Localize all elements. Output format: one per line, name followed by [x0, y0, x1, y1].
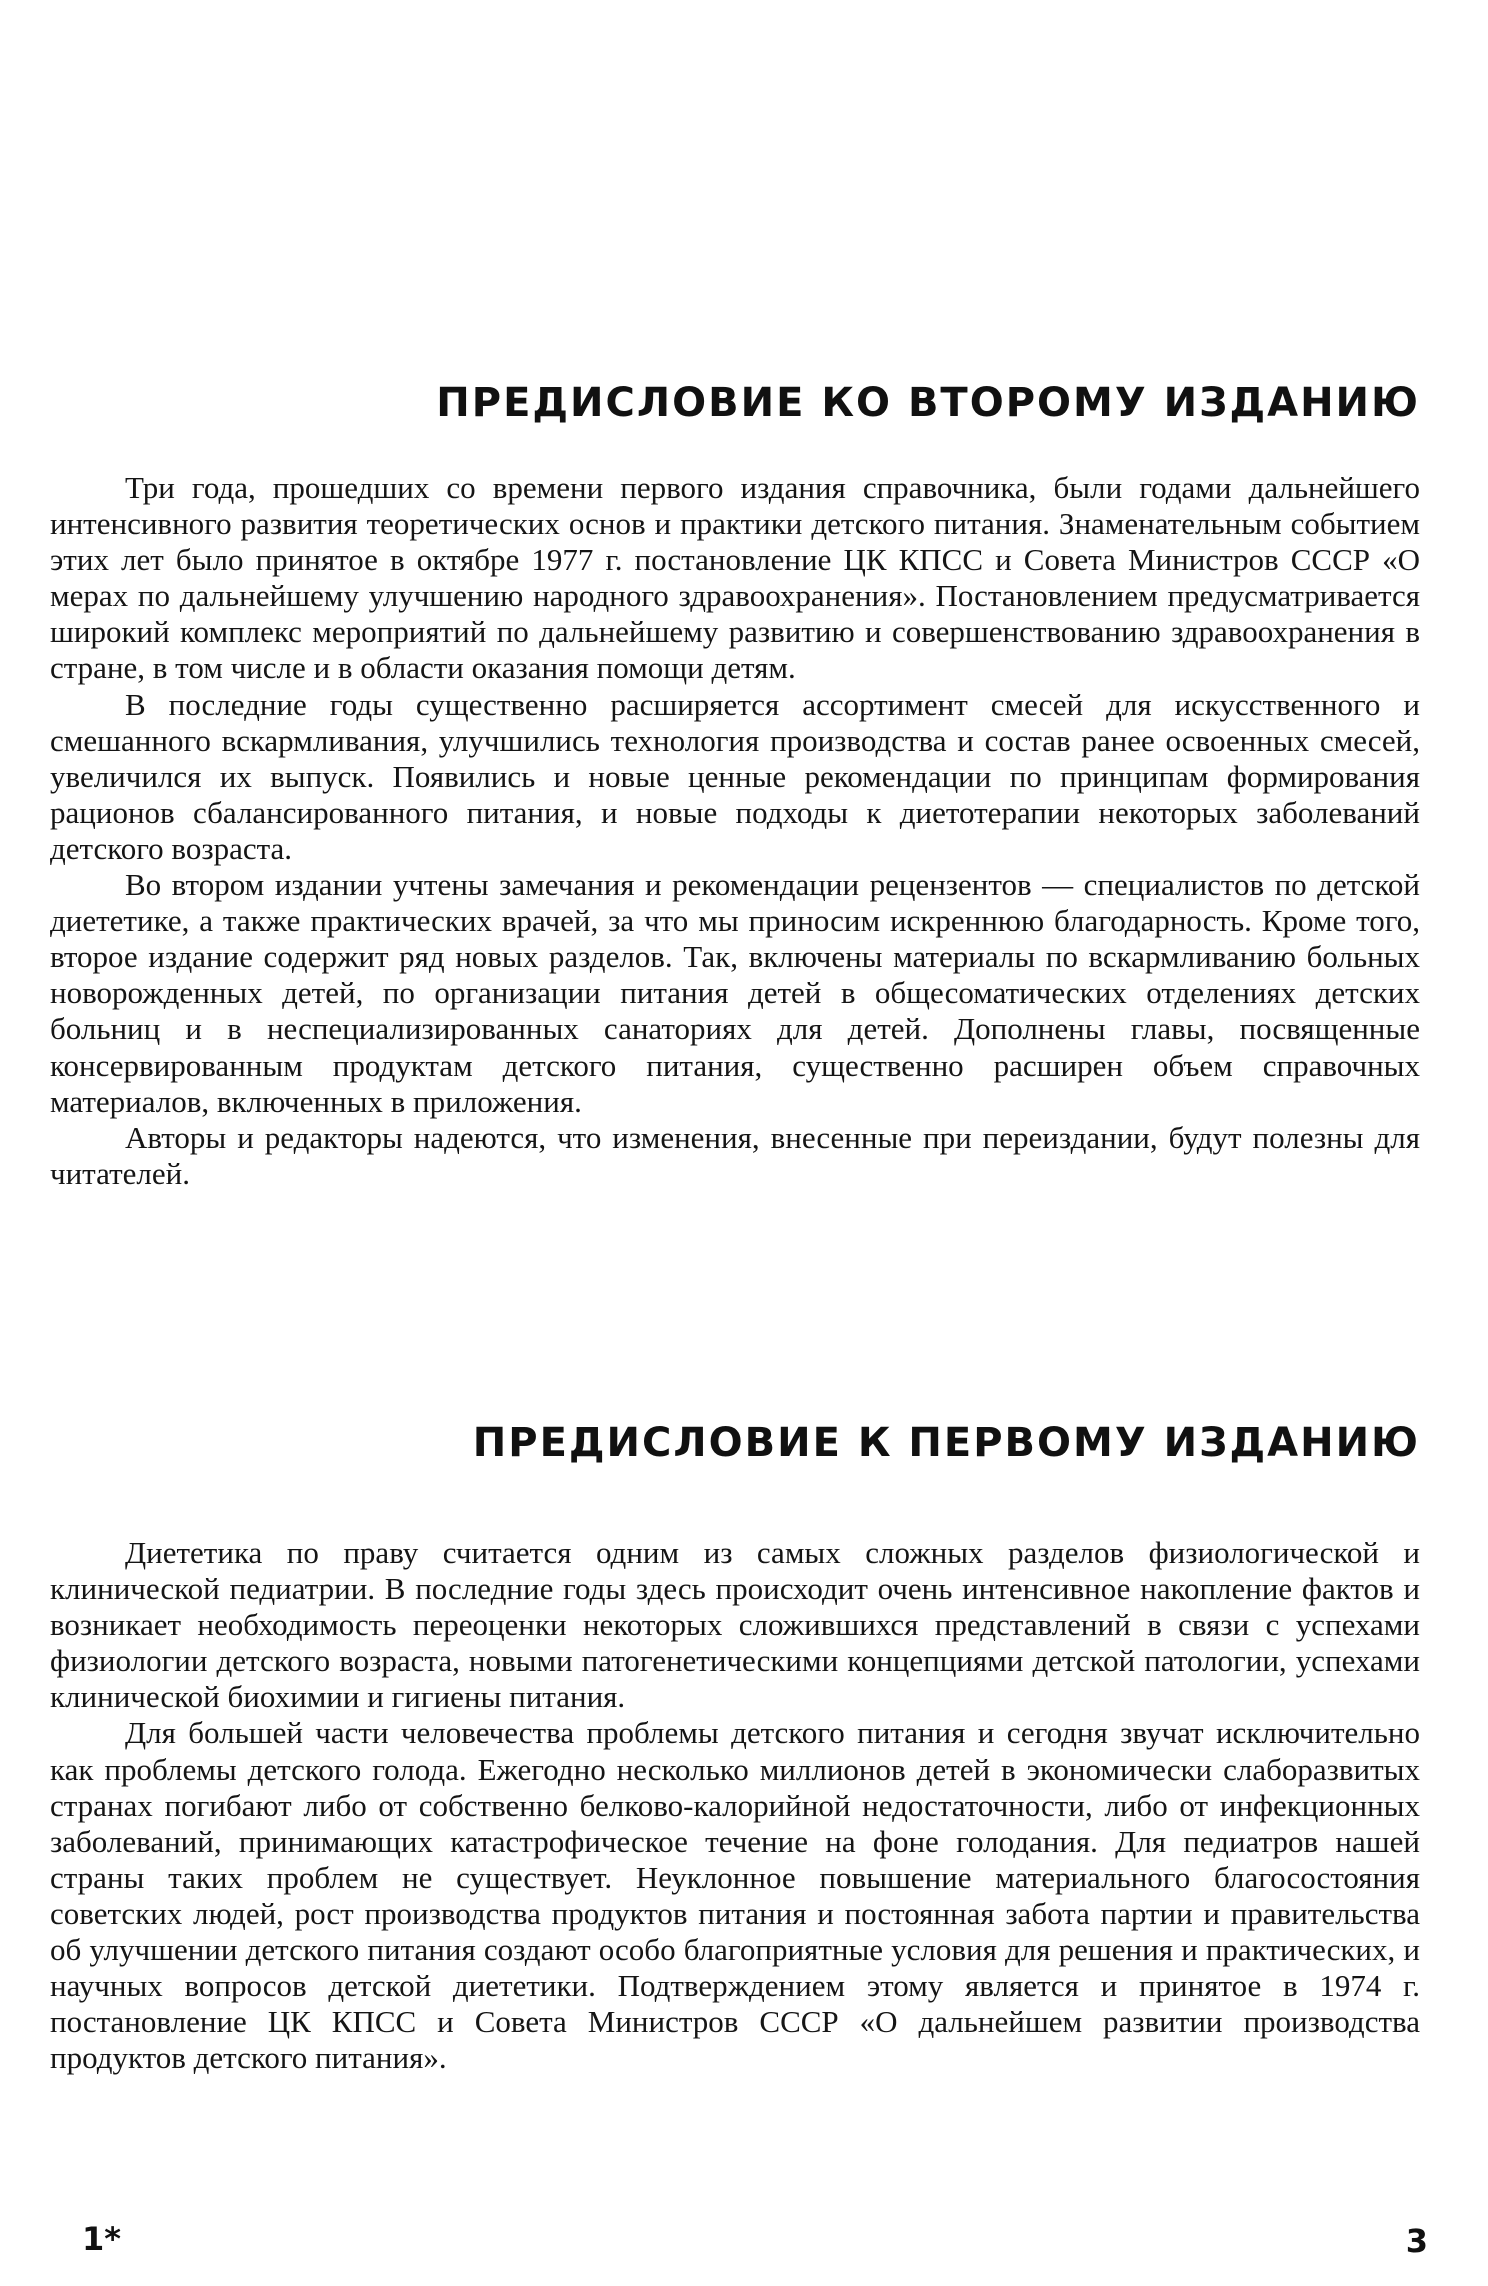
section-body-second-edition [50, 470, 1420, 1192]
section-title-second-edition: ПРЕДИСЛОВИЕ КО ВТОРОМУ ИЗДАНИЮ [436, 380, 1420, 426]
paragraph: Авторы и редакторы надеются, что изменения, внесенные при переиздании, будут полезны для читателей. [50, 1119, 1420, 1191]
paragraph: Диететика по праву считается одним из самых сложных разделов физиологической и клинической педиатрии. В последние годы здесь происходит очень интенсивное накопление фактов и возникает необходимость переоценки некоторых сложившихся представлений в связи с успехами физиологии детского возраста, новыми патогенетическими концепциями детской патологии, успехами клинической биохимии и гигиены питания. [50, 1535, 1420, 1715]
page-number: 3 [1405, 2222, 1428, 2260]
paragraph: В последние годы существенно расширяется ассортимент смесей для искусственного и смешанного вскармливания, улучшились технология производства и состав ранее освоенных смесей, увеличился их выпуск. Появились и новые ценные рекомендации по принципам формирования рационов сбалансированного питания, и новые подходы к диетотерапии некоторых заболеваний детского возраста. [50, 686, 1420, 866]
section-title-first-edition: ПРЕДИСЛОВИЕ К ПЕРВОМУ ИЗДАНИЮ [472, 1420, 1420, 1466]
paragraph: Три года, прошедших со времени первого издания справочника, были годами дальнейшего интенсивного развития теоретических основ и практики детского питания. Знаменательным событием этих лет было принятое в октябре 1977 г. постановление ЦК КПСС и Совета Министров СССР «О мерах по дальнейшему улучшению народного здравоохранения». Постановлением предусматривается широкий комплекс мероприятий по дальнейшему развитию и совершенствованию здравоохранения в стране, в том числе и в области оказания помощи детям. [50, 470, 1420, 686]
paragraph: Для большей части человечества проблемы детского питания и сегодня звучат исключительно как проблемы детского голода. Ежегодно несколько миллионов детей в экономически слаборазвитых странах погибают либо от собственно белково-калорийной недостаточности, либо от инфекционных заболеваний, принимающих катастрофическое течение на фоне голодания. Для педиатров нашей страны таких проблем не существует. Неуклонное повышение материального благосостояния советских людей, рост производства продуктов питания и постоянная забота партии и правительства об улучшении детского питания создают особо благоприятные условия для решения и практических, и научных вопросов детской диететики. Подтверждением этому является и принятое в 1974 г. постановление ЦК КПСС и Совета Министров СССР «О дальнейшем развитии производства продуктов детского питания». [50, 1715, 1420, 2076]
section-body-first-edition [50, 1535, 1420, 2076]
paragraph: Во втором издании учтены замечания и рекомендации рецензентов — специалистов по детской диететике, а также практических врачей, за что мы приносим искреннюю благодарность. Кроме того, второе издание содержит ряд новых разделов. Так, включены материалы по вскармливанию больных новорожденных детей, по организации питания детей в общесоматических отделениях детских больниц и в неспециализированных санаториях для детей. Дополнены главы, посвященные консервированным продуктам детского питания, существенно расширен объем справочных материалов, включенных в приложения. [50, 867, 1420, 1119]
signature-mark: 1* [82, 2220, 121, 2258]
